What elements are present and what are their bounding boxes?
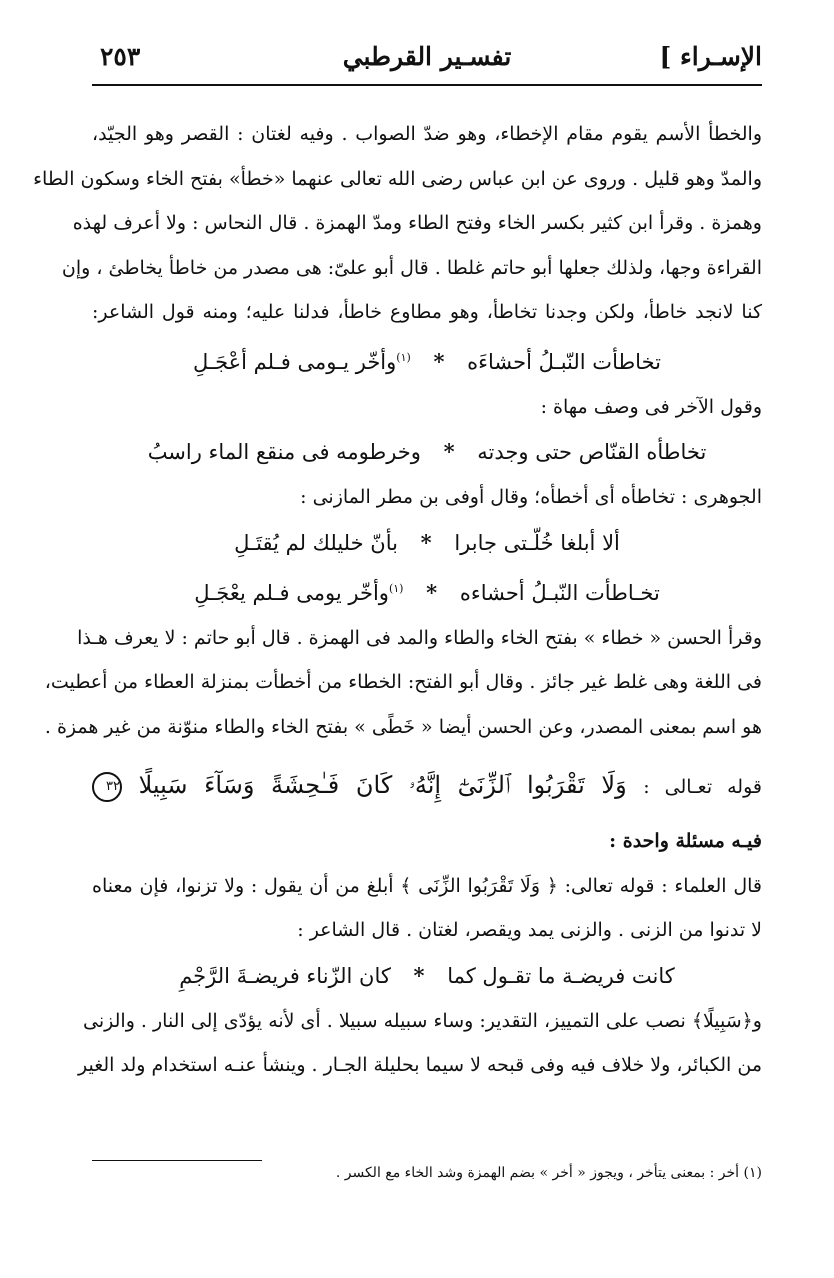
verse-separator: * bbox=[420, 529, 432, 555]
text-line: من الكبائر، ولا خلاف فيه وفى قبحه لا سيما بحليلة الجـار . وينشأ عنـه استخدام ولد الغير bbox=[78, 1054, 762, 1076]
verse-hemistich: وخرطومه فى منقع الماء راسبُ bbox=[147, 440, 421, 464]
text-line: فى اللغة وهى غلط غير جائز . وقال أبو الفتح: الخطاء من أخطأت بمنزلة العطاء من أعطيت، bbox=[44, 671, 762, 693]
footnote-marker: (١) bbox=[396, 350, 411, 364]
verse-separator: * bbox=[426, 579, 438, 605]
ayah-number-icon: ٣٢ bbox=[92, 772, 122, 802]
text-line: قال العلماء : قوله تعالى: ﴿ وَلَا تَقْرَبُوا الزِّنَى ﴾ أبلغ من أن يقول : ولا تزنوا، فإن معناه bbox=[92, 874, 762, 897]
verse-hemistich: بأنّ خليلك لم يُقتَـلِ bbox=[234, 530, 398, 555]
verse-hemistich: وأخّر يـومى فـلم أعْجَـلِ bbox=[193, 349, 397, 374]
text-line: وهمزة . وقرأ ابن كثير بكسر الخاء وفتح الطاء ومدّ الهمزة . قال النحاس : ولا أعرف لهذه bbox=[72, 212, 762, 234]
poetry-verse bbox=[92, 520, 762, 566]
verse-hemistich: تخاطأه القنّاص حتى وجدته bbox=[477, 440, 707, 464]
poetry-verse bbox=[92, 429, 762, 475]
verse-separator: * bbox=[433, 348, 445, 374]
section-heading: فيـه مسئلة واحدة : bbox=[609, 830, 762, 852]
footnote-marker: (١) bbox=[388, 581, 404, 595]
verse-separator: * bbox=[413, 962, 425, 988]
text-line: والمدّ وهو قليل . وروى عن ابن عباس رضى الله تعالى عنهما «خطأ» بفتح الخاء وسكون الطاء bbox=[33, 167, 762, 190]
text-line: القراءة وجها، ولذلك جعلها أبو حاتم غلطا . قال أبو علىّ: هى مصدر من خاطأ يخاطئ ، وإن bbox=[61, 256, 762, 279]
page-number: ٢٥٣ bbox=[100, 42, 141, 71]
surah-name: الإسـراء ] bbox=[659, 42, 762, 71]
text-line: وقول الآخر فى وصف مهاة : bbox=[540, 395, 762, 418]
poetry-verse bbox=[92, 953, 762, 999]
verse-hemistich: تخـاطأت النّبـلُ أحشاءه bbox=[459, 580, 660, 605]
text-line: لا تدنوا من الزنى . والزنى يمد ويقصر، لغتان . قال الشاعر : bbox=[297, 919, 762, 941]
poetry-verse bbox=[92, 566, 762, 616]
text-line: هو اسم بمعنى المصدر، وعن الحسن أيضا « خَطًى » بفتح الخاء والطاء منوّنة من غير همزة . bbox=[44, 715, 762, 738]
book-title: تفسـير القرطبي bbox=[342, 42, 512, 71]
verse-hemistich: كان الزّناء فريضـةَ الرَّجْمِ bbox=[179, 963, 391, 988]
footnote-rule bbox=[92, 1160, 262, 1161]
verse-hemistich: تخاطأت النّبـلُ أحشاءَه bbox=[467, 349, 661, 374]
footnote: (١) أخر : بمعنى يتأخر ، ويجوز « أخر » بضم الهمزة وشد الخاء مع الكسر . bbox=[335, 1165, 762, 1181]
quran-lead: قوله تعـالى : bbox=[643, 776, 762, 798]
header-rule bbox=[92, 84, 762, 86]
page-body bbox=[33, 112, 762, 1088]
quran-verse bbox=[92, 755, 762, 817]
text-line: الجوهرى : تخاطأه أى أخطأه؛ وقال أوفى بن مطر المازنى : bbox=[300, 486, 762, 508]
verse-hemistich: وأخّر يومى فـلم يعْجَـلِ bbox=[194, 580, 389, 605]
quran-text: وَلَا تَقْرَبُوا ٱلزِّنَىٰٓ إِنَّهُۥ كَانَ فَـٰحِشَةً وَسَآءَ سَبِيلًا bbox=[138, 771, 627, 799]
text-line: كنا لانجد خاطأ، ولكن وجدنا تخاطأ، وهو مطاوع خاطأ، فدلنا عليه؛ ومنه قول الشاعر: bbox=[92, 301, 762, 323]
verse-hemistich: ألا أبلغا خُلّـتى جابرا bbox=[454, 530, 620, 555]
text-line: و﴿سَبِيلًا﴾ نصب على التمييز، التقدير: وساء سبيله سبيلا . أى لأنه يؤدّى إلى النار . والزنى bbox=[83, 1009, 762, 1032]
verse-hemistich: كانت فريضـة ما تقـول كما bbox=[447, 963, 675, 988]
page-header bbox=[92, 38, 762, 80]
poetry-verse bbox=[92, 335, 762, 385]
verse-separator: * bbox=[443, 439, 455, 464]
text-line: والخطأ الأسم يقوم مقام الإخطاء، وهو ضدّ الصواب . وفيه لغتان : القصر وهو الجيّد، bbox=[92, 123, 762, 145]
text-line: وقرأ الحسن « خطاء » بفتح الخاء والطاء والمد فى الهمزة . قال أبو حاتم : لا يعرف هـذا bbox=[77, 626, 762, 649]
